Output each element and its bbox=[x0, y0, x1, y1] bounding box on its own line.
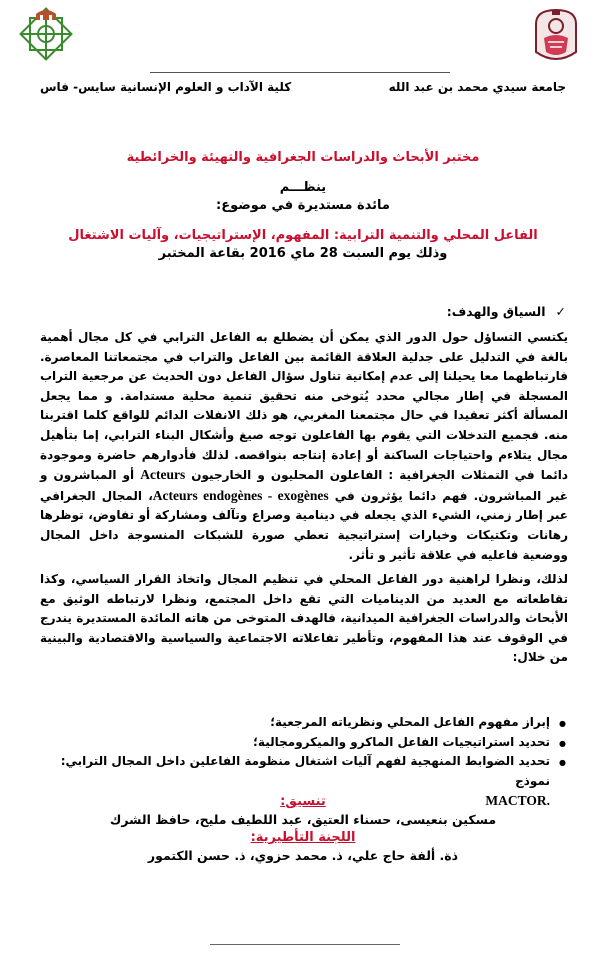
context-heading bbox=[447, 304, 566, 319]
paragraph1-part2: أو المباشرون و غير المباشرون. فهم دائما يؤثرون في bbox=[40, 468, 568, 503]
paragraph1-part1: يكتسي التساؤل حول الدور الذي يمكن أن يضطلع به الفاعل الترابي في كل مجال أهمية بالغة في التدليل على جدلية العلاقة القائمة بين الفاعل والتراب في مجتمعاتنا المعاصرة. فارتباطهما معا يحيلنا إلى عدم إمكانية تناول سؤال الفاعل دون الحديث عن مرجعية التراب المسجلة في إطار مجالي محدد يُتوخى منه تحقيق تنمية محلية مستدامة. و مما يجعل المسألة أكثر تعقيدا في حال مجتمعنا المغربي، هو ذلك الانفلات الدائم للواقع كلما اقتربنا منه. فجميع التدخلات التي يقوم بها الفاعلون توجه صيغ وأشكال البناء الترابي، إما بتأهيل مجال يتلاءم واحتياجات الساكنة أو إعادة إنتاجه بنواقصه. لذلك فأدوارهم حاضرة وموجودة دائما في التمثلات الجغرافية : الفاعلون المحليون و الخارجيون bbox=[40, 330, 569, 483]
footer-divider bbox=[210, 944, 400, 945]
header-divider bbox=[150, 72, 450, 73]
objective-text: تحديد استراتيجيات الفاعل الماكرو والميكرومجالية؛ bbox=[253, 734, 550, 749]
coordination-title: تنسيق: bbox=[280, 794, 326, 809]
coordinators-names: مسكين بنعيسى، حسناء العتيق، عبد اللطيف مليح، حافظ الشرك bbox=[109, 812, 497, 827]
committee-names: ذة. ألفة حاج علي، ذ. محمد حزوي، ذ. حسن الكتمور bbox=[147, 848, 459, 863]
objective-paragraph: لذلك، ونظرا لراهنية دور الفاعل المحلي في تنظيم المجال واتخاذ القرار السياسي، وكذا تقاطعاته مع العديد من الديناميات التي تقع داخل المجتمع، ونظرا لارتباطه الوثيق مع الأبحاث والدراسات الجغرافية الميدانية، فالهدف المتوخى من هاته المائدة المستديرة يندرج في الوقوف عند هذا المفهوم، وتأطير تفاعلاته الاجتماعية والسياسية والاقتصادية والبينية من خلال: bbox=[40, 572, 568, 665]
organizing-committee-title: اللجنة التأطيرية: bbox=[250, 830, 356, 845]
faculty-logo-icon bbox=[18, 6, 74, 62]
event-date: وذلك يوم السبت 28 ماي 2016 بقاعة المختبر bbox=[158, 246, 448, 261]
university-name: جامعة سيدي محمد بن عبد الله bbox=[388, 80, 566, 94]
list-item bbox=[40, 713, 550, 733]
paragraph1-latin1: Acteurs bbox=[140, 467, 186, 483]
checkmark-icon: ✓ bbox=[555, 304, 566, 319]
organizes-label: ينظـــم bbox=[279, 180, 327, 195]
objective-text: إبراز مفهوم الفاعل المحلي ونظرياته المرجعية؛ bbox=[270, 715, 550, 729]
paragraph1-part3: المجال الجغرافي عبر إطار زمني، الشيء الذي يجعله في دينامية وصراع وتآلف ومشاركة أو تفاوض، توظرها رهانات وتكتيكات وخيارات إستراتيجية تعطي صورة للشبكات المنسوجة داخل المجال ووضعية فاعليه في علاقة تأثير و تأثر. bbox=[40, 488, 568, 562]
faculty-name: كلية الآداب و العلوم الإنسانية سايس- فاس bbox=[40, 80, 292, 94]
institution-row bbox=[40, 80, 566, 102]
roundtable-label: مائدة مستديرة في موضوع: bbox=[216, 198, 390, 213]
objective-text: تحديد الضوابط المنهجية لفهم آليات اشتغال منظومة الفاعلين داخل المجال الترابي: نموذج bbox=[60, 754, 550, 788]
objective-latin: MACTOR. bbox=[485, 793, 550, 809]
laboratory-name: مختبر الأبحاث والدراسات الجغرافية والتهيئة والخرائطية bbox=[126, 150, 480, 165]
context-heading-text: السياق والهدف: bbox=[446, 304, 546, 319]
event-topic: الفاعل المحلي والتنمية الترابية: المفهوم، الإستراتيجيات، وآليات الاشتغال bbox=[68, 228, 538, 243]
university-logo-icon bbox=[528, 6, 584, 68]
paragraph1-latin2: Acteurs endogènes - exogènes bbox=[152, 487, 329, 503]
list-item bbox=[40, 733, 550, 753]
context-paragraph: يكتسي التساؤل حول الدور الذي يمكن أن يضطلع به الفاعل الترابي في كل مجال أهمية بالغة في التدليل على جدلية العلاقة القائمة بين الفاعل والتراب في مجتمعاتنا المعاصرة. فارتباطهما معا يحيلنا إلى عدم إمكانية تناول سؤال الفاعل دون الحديث عن مرجعية التراب المسجلة في إطار مجالي محدد يُتوخى منه تحقيق تنمية محلية مستدامة. و مما يجعل المسألة أكثر تعقيدا في حال مجتمعنا المغربي، هو ذلك الانفلات الدائم للواقع كلما اقتربنا منه. فجميع التدخلات التي يقوم بها الفاعلون توجه صيغ وأشكال البناء الترابي، إما بتأهيل مجال يتلاءم واحتياجات الساكنة أو إعادة إنتاجه بنواقصه. لذلك فأدوارهم حاضرة وموجودة دائما في التمثلات الجغرافية : الفاعلون المحليون و الخارجيون Acteurs أو المباشرون و غير المباشرون. فهم دائما يؤثرون في Acteurs endogènes - exogènes، المجال الجغرافي عبر إطار زمني، الشيء الذي يجعله في دينامية وصراع وتآلف ومشاركة أو تفاوض، توظرها رهانات وتكتيكات وخيارات إستراتيجية تعطي صورة للشبكات المنسوجة داخل المجال ووضعية فاعليه في علاقة تأثير و تأثر. bbox=[40, 330, 569, 562]
